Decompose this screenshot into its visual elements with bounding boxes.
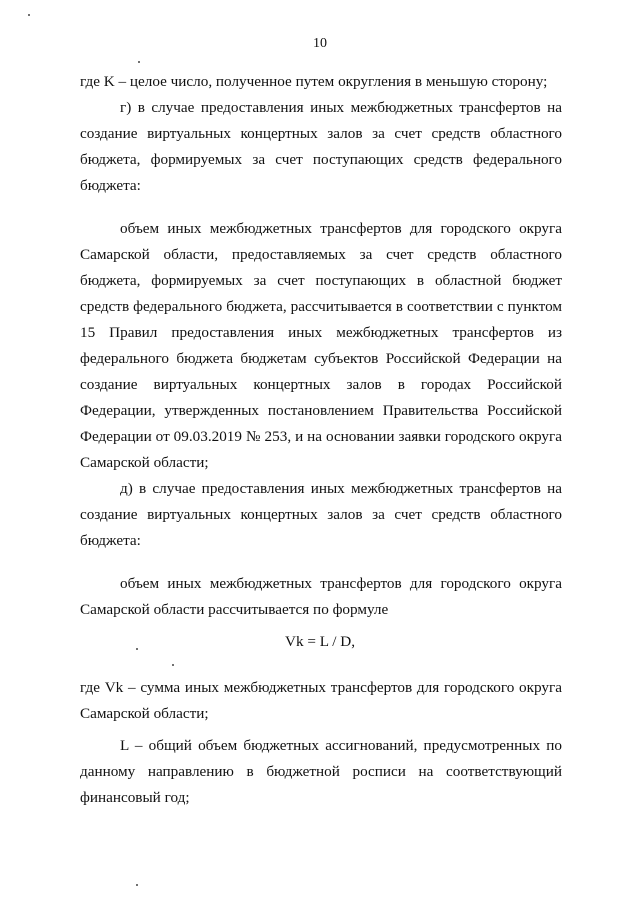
paragraph-l-definition: L – общий объем бюджетных ассигнований, предусмотренных по данному направлению в бюджетной росписи на соответствующий финансовый год; — [80, 737, 562, 806]
scan-speck — [136, 648, 138, 650]
page-number: 10 — [313, 36, 327, 51]
body-text-top — [80, 69, 562, 623]
paragraph-clause-g: г) в случае предоставления иных межбюджетных трансфертов на создание виртуальных концертных залов за счет средств областного бюджета, формируемых за счет поступающих средств федерального бюджета: — [80, 99, 562, 194]
paragraph-k-definition: где K – целое число, полученное путем округления в меньшую сторону; — [80, 73, 548, 90]
paragraph-clause-d: д) в случае предоставления иных межбюджетных трансфертов на создание виртуальных концертных залов за счет средств областного бюджета: — [80, 480, 562, 549]
scan-speck — [172, 664, 174, 666]
paragraph-formula-intro: объем иных межбюджетных трансфертов для городского округа Самарской области рассчитывается по формуле — [80, 575, 562, 618]
scan-speck — [138, 61, 140, 63]
scan-speck — [28, 14, 30, 16]
scan-speck — [136, 884, 138, 886]
body-text-bottom — [80, 675, 562, 811]
paragraph-federal-volume: объем иных межбюджетных трансфертов для городского округа Самарской области, предоставляемых за счет средств областного бюджета, формируемых за счет поступающих в областной бюджет средств федерального бюджета, рассчитывается в соответствии с пунктом 15 Правил предоставления иных межбюджетных трансфертов из федерального бюджета бюджетам субъектов Российской Федерации на создание виртуальных концертных залов в городах Российской Федерации, утвержденных постановлением Правительства Российской Федерации от 09.03.2019 № 253, и на основании заявки городского округа Самарской области; — [80, 220, 562, 471]
paragraph-vk-definition: где Vk – сумма иных межбюджетных трансфертов для городского округа Самарской области; — [80, 679, 562, 722]
formula: Vk = L / D, — [284, 633, 355, 650]
